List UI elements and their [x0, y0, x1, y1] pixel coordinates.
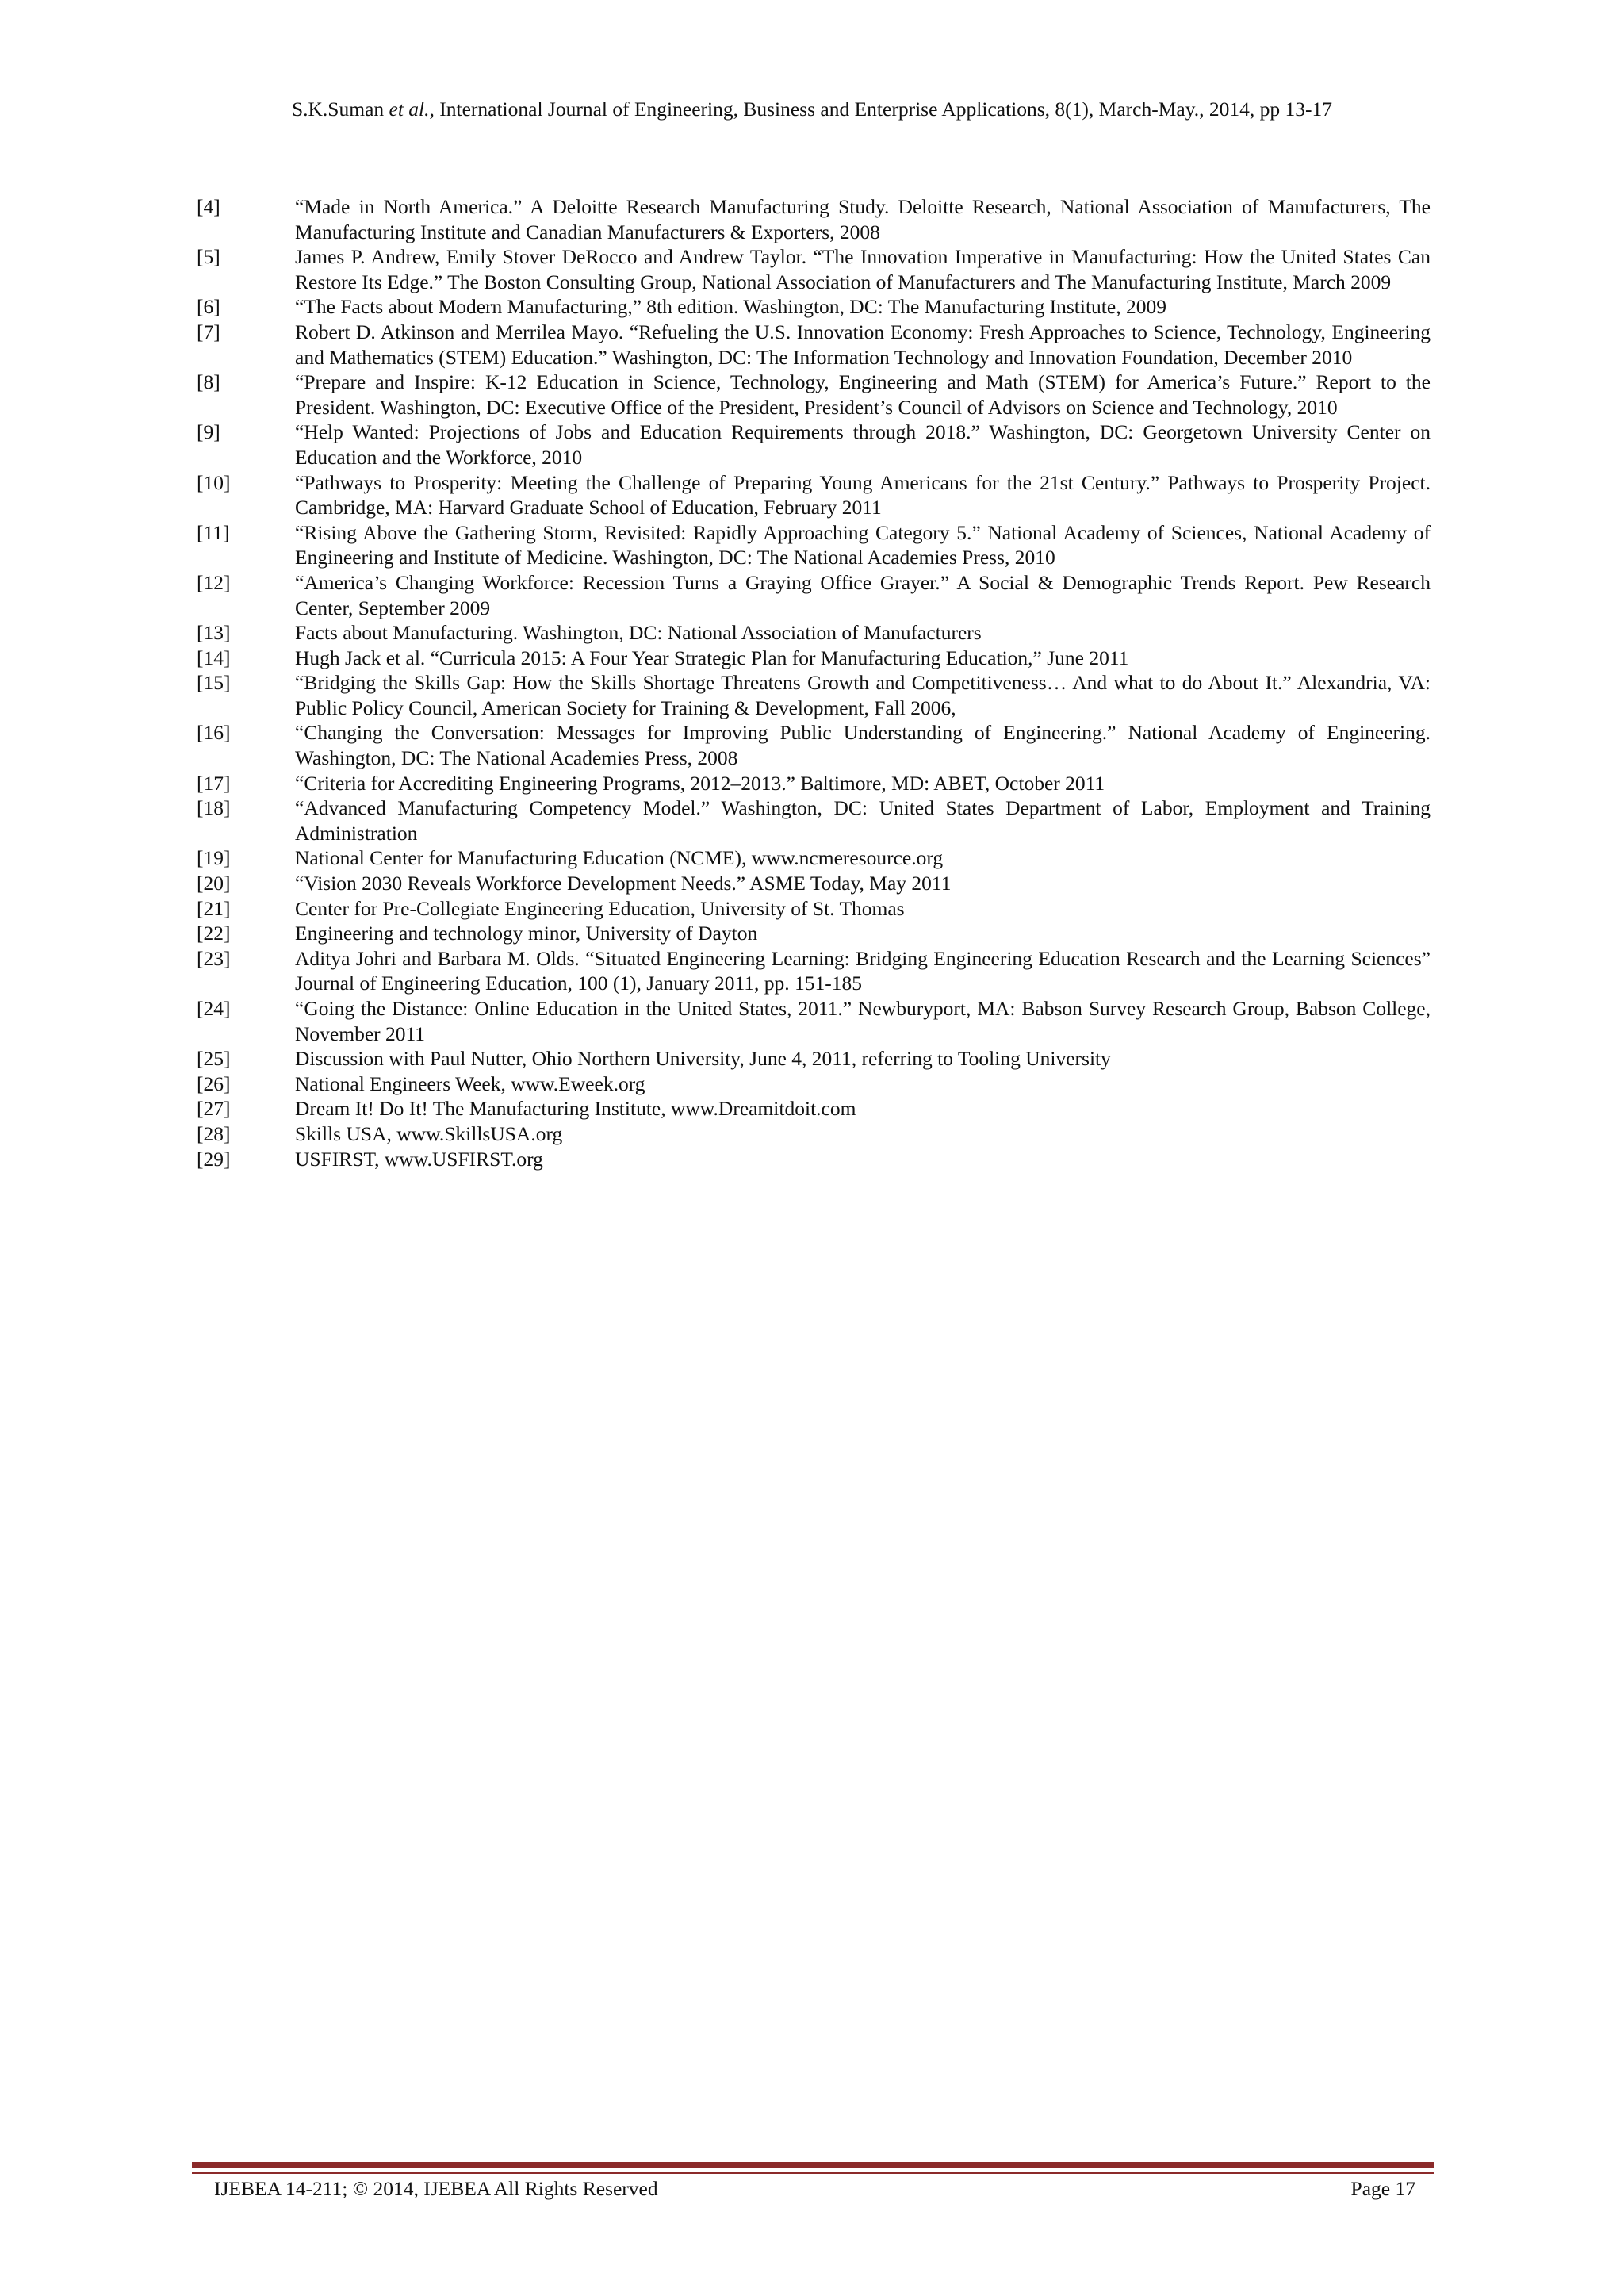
reference-item — [197, 896, 1431, 922]
reference-text: USFIRST, www.USFIRST.org — [295, 1147, 543, 1171]
reference-number: [15] — [197, 671, 231, 695]
reference-number: [22] — [197, 922, 231, 945]
reference-number: [9] — [197, 420, 220, 444]
reference-number: [5] — [197, 245, 220, 269]
reference-item — [197, 1147, 1431, 1172]
reference-number: [29] — [197, 1147, 231, 1171]
reference-number: [20] — [197, 872, 231, 895]
running-header — [0, 97, 1624, 122]
reference-text: National Center for Manufacturing Education (NCME), www.ncmeresource.org — [295, 846, 944, 870]
header-journal: International Journal of Engineering, Business and Enterprise Applications, 8(1), March-May., 2014, pp 13-17 — [434, 98, 1333, 121]
reference-number: [23] — [197, 946, 231, 970]
footer-rule-thick — [192, 2162, 1434, 2168]
reference-text: “Criteria for Accrediting Engineering Programs, 2012–2013.” Baltimore, MD: ABET, October 2011 — [295, 771, 1105, 795]
reference-item — [197, 294, 1431, 320]
reference-number: [24] — [197, 997, 231, 1020]
reference-number: [27] — [197, 1097, 231, 1121]
reference-list — [197, 194, 1431, 1171]
reference-item — [197, 1096, 1431, 1121]
reference-item — [197, 1121, 1431, 1147]
reference-item — [197, 720, 1431, 770]
footer-rule-thin — [192, 2172, 1434, 2174]
reference-number: [21] — [197, 896, 231, 920]
reference-number: [12] — [197, 570, 231, 594]
reference-number: [19] — [197, 846, 231, 870]
reference-item — [197, 996, 1431, 1046]
reference-text: Discussion with Paul Nutter, Ohio Northern University, June 4, 2011, referring to Tooling University — [295, 1047, 1111, 1071]
reference-number: [11] — [197, 520, 230, 544]
reference-text: Center for Pre-Collegiate Engineering Education, University of St. Thomas — [295, 896, 905, 920]
reference-text: “The Facts about Modern Manufacturing,” 8th edition. Washington, DC: The Manufacturing Institute, 2009 — [295, 295, 1166, 319]
reference-text: “Help Wanted: Projections of Jobs and Education Requirements through 2018.” Washington, DC: Georgetown University Center on Education and the Workforce, 2010 — [295, 420, 1431, 469]
reference-number: [14] — [197, 646, 231, 669]
reference-item — [197, 646, 1431, 671]
reference-text: “Rising Above the Gathering Storm, Revisited: Rapidly Approaching Category 5.” National Academy of Sciences, National Academy of Engineering and Institute of Medicine. Washington, DC: The National Academies Press, 2010 — [295, 520, 1431, 569]
reference-text: Aditya Johri and Barbara M. Olds. “Situated Engineering Learning: Bridging Engineering Education Research and the Learning Sciences” Journal of Engineering Education, 100 (1), January 2011, pp. 151-185 — [295, 946, 1431, 995]
reference-item — [197, 520, 1431, 570]
reference-number: [4] — [197, 195, 220, 218]
reference-text: James P. Andrew, Emily Stover DeRocco and Andrew Taylor. “The Innovation Imperative in Manufacturing: How the United States Can Restore Its Edge.” The Boston Consulting Group, National Association of Manufacturers and The Manufacturing Institute, March 2009 — [295, 245, 1431, 293]
reference-item — [197, 771, 1431, 796]
reference-text: Skills USA, www.SkillsUSA.org — [295, 1121, 563, 1145]
reference-item — [197, 670, 1431, 720]
reference-text: “Changing the Conversation: Messages for Improving Public Understanding of Engineering.” National Academy of Engineering. Washington, DC: The National Academies Press, 2008 — [295, 721, 1431, 770]
footer-page-number: Page 17 — [1350, 2177, 1415, 2200]
reference-item — [197, 845, 1431, 871]
reference-number: [18] — [197, 796, 231, 820]
reference-text: “Made in North America.” A Deloitte Research Manufacturing Study. Deloitte Research, National Association of Manufacturers, The Manufacturing Institute and Canadian Manufacturers & Exporters, 2008 — [295, 195, 1431, 243]
reference-text: “Bridging the Skills Gap: How the Skills Shortage Threatens Growth and Competitiveness… And what to do About It.” Alexandria, VA: Public Policy Council, American Society for Training & Development, Fall 2006, — [295, 671, 1431, 719]
header-etal: et al., — [389, 98, 435, 121]
reference-text: Facts about Manufacturing. Washington, DC: National Association of Manufacturers — [295, 621, 982, 645]
reference-number: [13] — [197, 621, 231, 645]
reference-number: [6] — [197, 295, 220, 319]
reference-item — [197, 1071, 1431, 1097]
reference-item — [197, 946, 1431, 996]
reference-text: Dream It! Do It! The Manufacturing Institute, www.Dreamitdoit.com — [295, 1097, 856, 1121]
reference-number: [26] — [197, 1071, 231, 1095]
reference-item — [197, 470, 1431, 520]
reference-text: “Going the Distance: Online Education in the United States, 2011.” Newburyport, MA: Babson Survey Research Group, Babson College, November 2011 — [295, 997, 1431, 1045]
reference-item — [197, 320, 1431, 370]
reference-item — [197, 194, 1431, 244]
reference-text: “America’s Changing Workforce: Recession Turns a Graying Office Grayer.” A Social & Demographic Trends Report. Pew Research Center, September 2009 — [295, 570, 1431, 619]
footer-copyright: IJEBEA 14-211; © 2014, IJEBEA All Rights Reserved — [214, 2177, 658, 2200]
reference-text: “Pathways to Prosperity: Meeting the Challenge of Preparing Young Americans for the 21st Century.” Pathways to Prosperity Project. Cambridge, MA: Harvard Graduate School of Education, February 2011 — [295, 470, 1431, 519]
reference-item — [197, 244, 1431, 294]
reference-text: “Prepare and Inspire: K-12 Education in Science, Technology, Engineering and Math (STEM) for America’s Future.” Report to the President. Washington, DC: Executive Office of the President, President’s Council of Advisors on Science and Technology, 2010 — [295, 370, 1431, 419]
reference-text: Robert D. Atkinson and Merrilea Mayo. “Refueling the U.S. Innovation Economy: Fresh Approaches to Science, Technology, Engineering and Mathematics (STEM) Education.” Washington, DC: The Information Technology and Innovation Foundation, December 2010 — [295, 320, 1431, 369]
header-authors: S.K.Suman — [291, 98, 389, 121]
reference-item — [197, 570, 1431, 620]
reference-number: [16] — [197, 721, 231, 745]
reference-number: [10] — [197, 470, 231, 494]
reference-item — [197, 420, 1431, 470]
reference-text: “Vision 2030 Reveals Workforce Development Needs.” ASME Today, May 2011 — [295, 872, 952, 895]
reference-text: “Advanced Manufacturing Competency Model.” Washington, DC: United States Department of Labor, Employment and Training Administration — [295, 796, 1431, 845]
reference-number: [17] — [197, 771, 231, 795]
reference-item — [197, 921, 1431, 946]
reference-item — [197, 795, 1431, 845]
reference-item — [197, 1046, 1431, 1071]
reference-number: [28] — [197, 1121, 231, 1145]
reference-text: National Engineers Week, www.Eweek.org — [295, 1071, 645, 1095]
reference-item — [197, 620, 1431, 646]
reference-text: Engineering and technology minor, University of Dayton — [295, 922, 758, 945]
reference-item — [197, 871, 1431, 896]
reference-text: Hugh Jack et al. “Curricula 2015: A Four Year Strategic Plan for Manufacturing Education,” June 2011 — [295, 646, 1129, 669]
reference-number: [25] — [197, 1047, 231, 1071]
reference-number: [8] — [197, 370, 220, 394]
reference-number: [7] — [197, 320, 220, 343]
reference-item — [197, 370, 1431, 420]
